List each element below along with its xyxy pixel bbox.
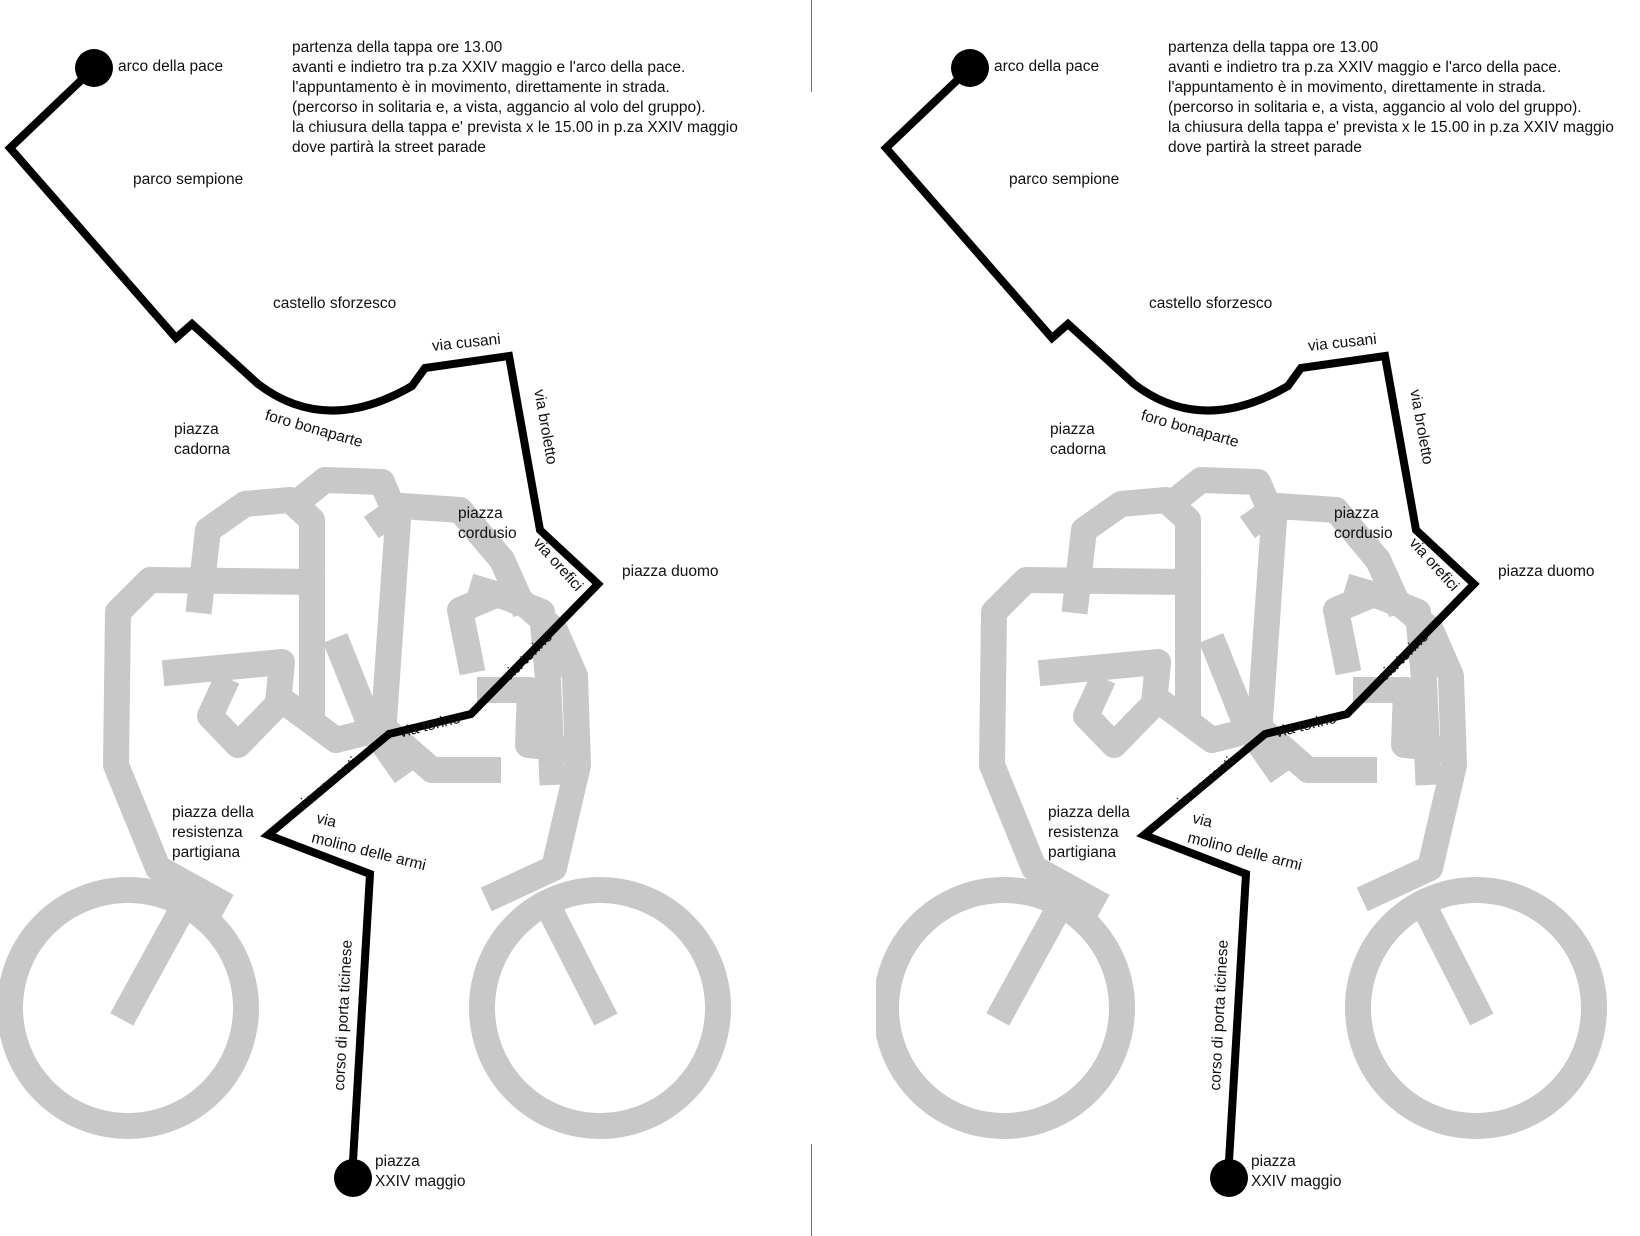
place-piazza-duomo: piazza duomo — [622, 563, 719, 580]
street-via-correnti: via correnti — [292, 754, 362, 816]
street-via-torino: via torino — [1273, 709, 1339, 742]
place-line: piazza — [1334, 505, 1379, 522]
info-line: partenza della tappa ore 13.00 — [1168, 39, 1379, 56]
place-piazza-cadorna — [174, 420, 230, 460]
place-line: resistenza — [1048, 824, 1119, 841]
place-arco-della-pace: arco della pace — [118, 58, 224, 75]
info-line: partenza della tappa ore 13.00 — [292, 39, 503, 56]
info-line: avanti e indietro tra p.za XXIV maggio e l'arco della pace. — [1168, 59, 1562, 76]
street-via-orefici: via orefici — [529, 534, 587, 595]
place-line: piazza — [1251, 1153, 1296, 1170]
place-castello-sforzesco: castello sforzesco — [273, 295, 397, 312]
info-line: avanti e indietro tra p.za XXIV maggio e l'arco della pace. — [292, 59, 686, 76]
place-line: piazza della — [1048, 804, 1130, 821]
place-line: XXIV maggio — [1251, 1173, 1342, 1190]
place-piazza-cadorna — [1050, 420, 1106, 460]
place-castello-sforzesco: castello sforzesco — [1149, 295, 1273, 312]
place-parco-sempione: parco sempione — [1009, 171, 1120, 188]
street-line: via — [314, 809, 338, 832]
info-line: l'appuntamento è in movimento, direttamente in strada. — [292, 79, 670, 96]
info-line: dove partirà la street parade — [1168, 139, 1362, 156]
place-line: piazza — [458, 505, 503, 522]
street-line: via — [1190, 809, 1214, 832]
start-dot — [75, 49, 113, 87]
street-via-orefici: via orefici — [1405, 534, 1463, 595]
place-line: XXIV maggio — [375, 1173, 466, 1190]
place-piazza-xxiv-maggio — [375, 1152, 465, 1192]
left-spoke — [1004, 906, 1060, 1008]
right-spoke — [1424, 906, 1476, 1008]
info-line: la chiusura della tappa e' prevista x le 15.00 in p.za XXIV maggio — [292, 119, 738, 136]
info-line: la chiusura della tappa e' prevista x le 15.00 in p.za XXIV maggio — [1168, 119, 1614, 136]
place-piazza-resistenza — [1048, 803, 1130, 863]
street-foro-bonaparte: foro bonaparte — [263, 406, 365, 452]
place-piazza-duomo: piazza duomo — [1498, 563, 1595, 580]
street-foro-bonaparte: foro bonaparte — [1139, 406, 1241, 452]
street-via-torino-diagonal: via torino — [1375, 628, 1433, 685]
end-dot — [334, 1159, 372, 1197]
info-line: dove partirà la street parade — [292, 139, 486, 156]
info-line: (percorso in solitaria e, a vista, aggancio al volo del gruppo). — [1168, 99, 1582, 116]
place-arco-della-pace: arco della pace — [994, 58, 1100, 75]
place-line: piazza — [375, 1153, 420, 1170]
place-piazza-cordusio — [458, 504, 517, 544]
place-line: cadorna — [1050, 441, 1107, 458]
street-via-correnti: via correnti — [1168, 754, 1238, 816]
street-via-cusani: via cusani — [431, 330, 502, 355]
map-page — [876, 0, 1640, 1236]
place-line: cordusio — [1334, 525, 1393, 542]
place-line: piazza — [1050, 421, 1095, 438]
start-dot — [951, 49, 989, 87]
place-piazza-xxiv-maggio — [1251, 1152, 1341, 1192]
street-corso-di-porta-ticinese: corso di porta ticinese — [1206, 939, 1232, 1091]
place-line: cadorna — [174, 441, 231, 458]
place-parco-sempione: parco sempione — [133, 171, 244, 188]
place-piazza-resistenza — [172, 803, 254, 863]
street-line: molino delle armi — [309, 829, 428, 875]
stage-info — [1168, 38, 1614, 158]
info-line: l'appuntamento è in movimento, direttamente in strada. — [1168, 79, 1546, 96]
place-line: piazza — [174, 421, 219, 438]
street-via-torino-diagonal: via torino — [499, 628, 557, 685]
cut-line-top — [811, 0, 812, 92]
right-spoke — [548, 906, 600, 1008]
street-line: molino delle armi — [1185, 829, 1304, 875]
place-piazza-cordusio — [1334, 504, 1393, 544]
info-line: (percorso in solitaria e, a vista, aggancio al volo del gruppo). — [292, 99, 706, 116]
end-dot — [1210, 1159, 1248, 1197]
cut-line-bottom — [811, 1144, 812, 1236]
street-via-broletto: via broletto — [530, 388, 561, 466]
place-line: piazza della — [172, 804, 254, 821]
street-via-torino: via torino — [397, 709, 463, 742]
place-line: cordusio — [458, 525, 517, 542]
place-line: partigiana — [1048, 844, 1117, 861]
left-spoke — [128, 906, 184, 1008]
street-via-cusani: via cusani — [1307, 330, 1378, 355]
street-via-broletto: via broletto — [1406, 388, 1437, 466]
stage-info — [292, 38, 738, 158]
place-line: resistenza — [172, 824, 243, 841]
map-graphic — [876, 0, 1640, 1236]
place-line: partigiana — [172, 844, 241, 861]
street-corso-di-porta-ticinese: corso di porta ticinese — [330, 939, 356, 1091]
